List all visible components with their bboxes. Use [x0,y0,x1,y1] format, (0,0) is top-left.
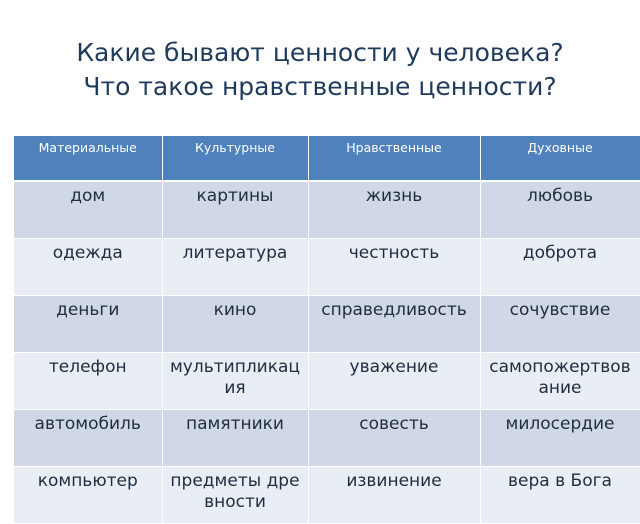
table-cell: мультипликация [162,353,308,410]
header-cultural: Культурные [162,136,308,181]
table-cell: одежда [14,239,162,296]
table-cell: справедливость [308,296,480,353]
table-cell: сочувствие [480,296,640,353]
table-cell: памятники [162,410,308,467]
table-row [14,467,640,524]
table-cell: любовь [480,181,640,239]
title-line-2: Что такое нравственные ценности? [83,72,557,101]
table-cell: уважение [308,353,480,410]
table-row [14,239,640,296]
table-cell: кино [162,296,308,353]
table-cell: автомобиль [14,410,162,467]
table-cell: компьютер [14,467,162,524]
title-line-1: Какие бывают ценности у человека? [76,38,564,67]
table-cell: извинение [308,467,480,524]
table-cell: милосердие [480,410,640,467]
table-header-row [14,136,640,181]
table-cell: самопожертвование [480,353,640,410]
table-cell: честность [308,239,480,296]
table-cell: картины [162,181,308,239]
table-row [14,353,640,410]
table-cell: жизнь [308,181,480,239]
table-cell: литература [162,239,308,296]
table-cell: предметы древности [162,467,308,524]
header-spiritual: Духовные [480,136,640,181]
table-row [14,410,640,467]
table-cell: дом [14,181,162,239]
values-table [14,136,640,524]
table-cell: деньги [14,296,162,353]
slide-title [0,36,640,104]
table-cell: доброта [480,239,640,296]
header-moral: Нравственные [308,136,480,181]
header-material: Материальные [14,136,162,181]
table-row [14,296,640,353]
table-row [14,181,640,239]
table-cell: вера в Бога [480,467,640,524]
table-cell: совесть [308,410,480,467]
table-cell: телефон [14,353,162,410]
